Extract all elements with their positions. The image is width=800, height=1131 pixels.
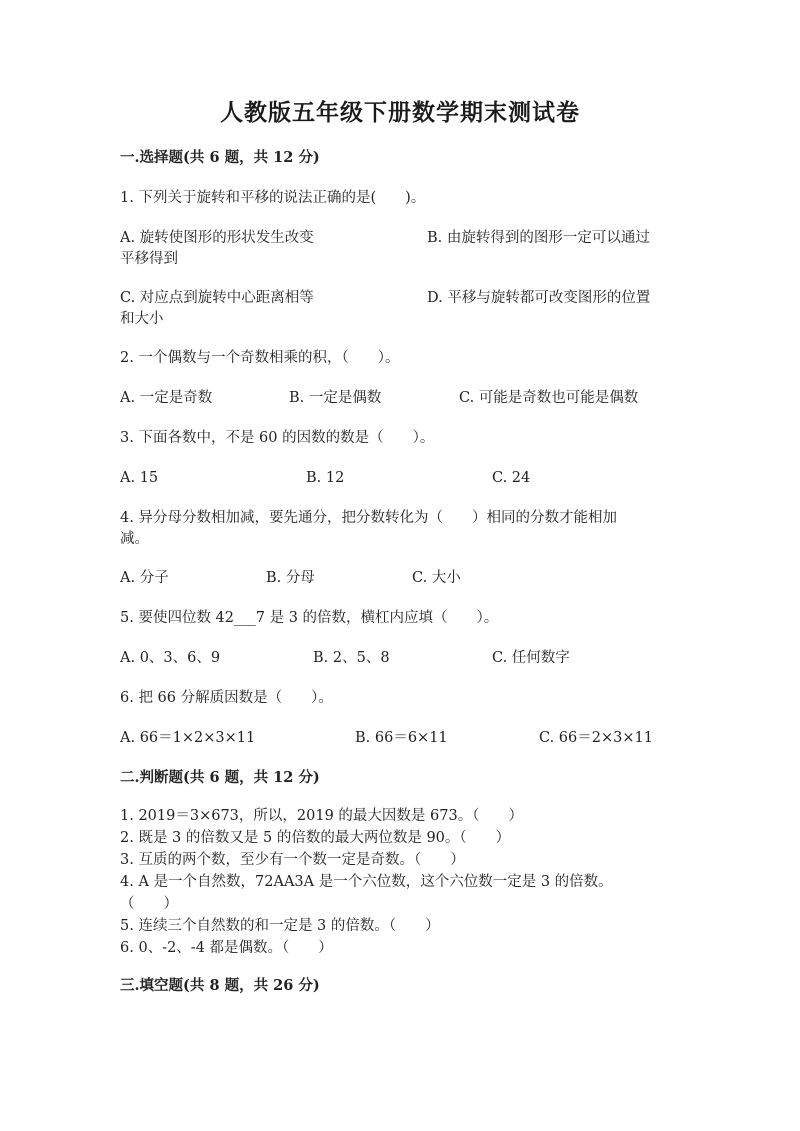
question-2-stem: 2. 一个偶数与一个奇数相乘的积，（ ）。 bbox=[120, 350, 400, 366]
question-2-option-a: A. 一定是奇数 bbox=[120, 390, 213, 406]
question-1-option-a: A. 旋转使图形的形状发生改变 bbox=[120, 230, 314, 246]
question-1-option-c: C. 对应点到旋转中心距离相等 bbox=[120, 290, 314, 306]
question-6-stem: 6. 把 66 分解质因数是（ ）。 bbox=[120, 690, 333, 706]
question-1-option-b-continued: 平移得到 bbox=[120, 251, 178, 267]
question-4-option-b: B. 分母 bbox=[266, 570, 315, 586]
question-3-option-a: A. 15 bbox=[120, 470, 159, 486]
section-heading-true-false: 二.判断题(共 6 题，共 12 分) bbox=[120, 769, 320, 786]
question-5-option-c: C. 任何数字 bbox=[492, 650, 570, 666]
question-3-option-c: C. 24 bbox=[492, 470, 531, 486]
question-4-stem: 4. 异分母分数相加减，要先通分，把分数转化为（ ）相同的分数才能相加 bbox=[120, 510, 617, 526]
question-1-stem: 1. 下列关于旋转和平移的说法正确的是( )。 bbox=[120, 190, 426, 206]
question-5-option-a: A. 0、3、6、9 bbox=[120, 650, 221, 666]
page-title: 人教版五年级下册数学期末测试卷 bbox=[220, 99, 580, 126]
question-5-option-b: B. 2、5、8 bbox=[313, 650, 390, 666]
true-false-item: 6. 0、-2、-4 都是偶数。（ ） bbox=[120, 940, 333, 956]
question-4-option-a: A. 分子 bbox=[120, 570, 169, 586]
section-heading-fill-in: 三.填空题(共 8 题，共 26 分) bbox=[120, 977, 320, 994]
question-5-stem: 5. 要使四位数 42___7 是 3 的倍数，横杠内应填（ ）。 bbox=[120, 610, 499, 626]
question-2-option-c: C. 可能是奇数也可能是偶数 bbox=[459, 390, 639, 406]
question-3-stem: 3. 下面各数中，不是 60 的因数的数是（ ）。 bbox=[120, 430, 435, 446]
question-4-option-c: C. 大小 bbox=[412, 570, 461, 586]
question-6-option-c: C. 66＝2×3×11 bbox=[539, 730, 653, 746]
true-false-item: 5. 连续三个自然数的和一定是 3 的倍数。（ ） bbox=[120, 918, 440, 934]
question-1-option-d: D. 平移与旋转都可改变图形的位置 bbox=[427, 290, 651, 306]
question-1-option-d-continued: 和大小 bbox=[120, 311, 164, 327]
true-false-item: 1. 2019＝3×673，所以，2019 的最大因数是 673。（ ） bbox=[120, 808, 523, 824]
question-2-option-b: B. 一定是偶数 bbox=[289, 390, 382, 406]
question-6-option-b: B. 66＝6×11 bbox=[355, 730, 448, 746]
true-false-item: 4. A 是一个自然数，72AA3A 是一个六位数，这个六位数一定是 3 的倍数。 bbox=[120, 874, 613, 890]
question-3-option-b: B. 12 bbox=[306, 470, 345, 486]
section-heading-choice: 一.选择题(共 6 题，共 12 分) bbox=[120, 149, 320, 166]
question-6-option-a: A. 66＝1×2×3×11 bbox=[120, 730, 256, 746]
question-4-stem-continued: 减。 bbox=[120, 531, 149, 547]
question-1-option-b: B. 由旋转得到的图形一定可以通过 bbox=[427, 230, 650, 246]
true-false-item-continued: （ ） bbox=[120, 896, 178, 912]
true-false-item: 3. 互质的两个数，至少有一个数一定是奇数。（ ） bbox=[120, 852, 465, 868]
true-false-item: 2. 既是 3 的倍数又是 5 的倍数的最大两位数是 90。（ ） bbox=[120, 830, 511, 846]
